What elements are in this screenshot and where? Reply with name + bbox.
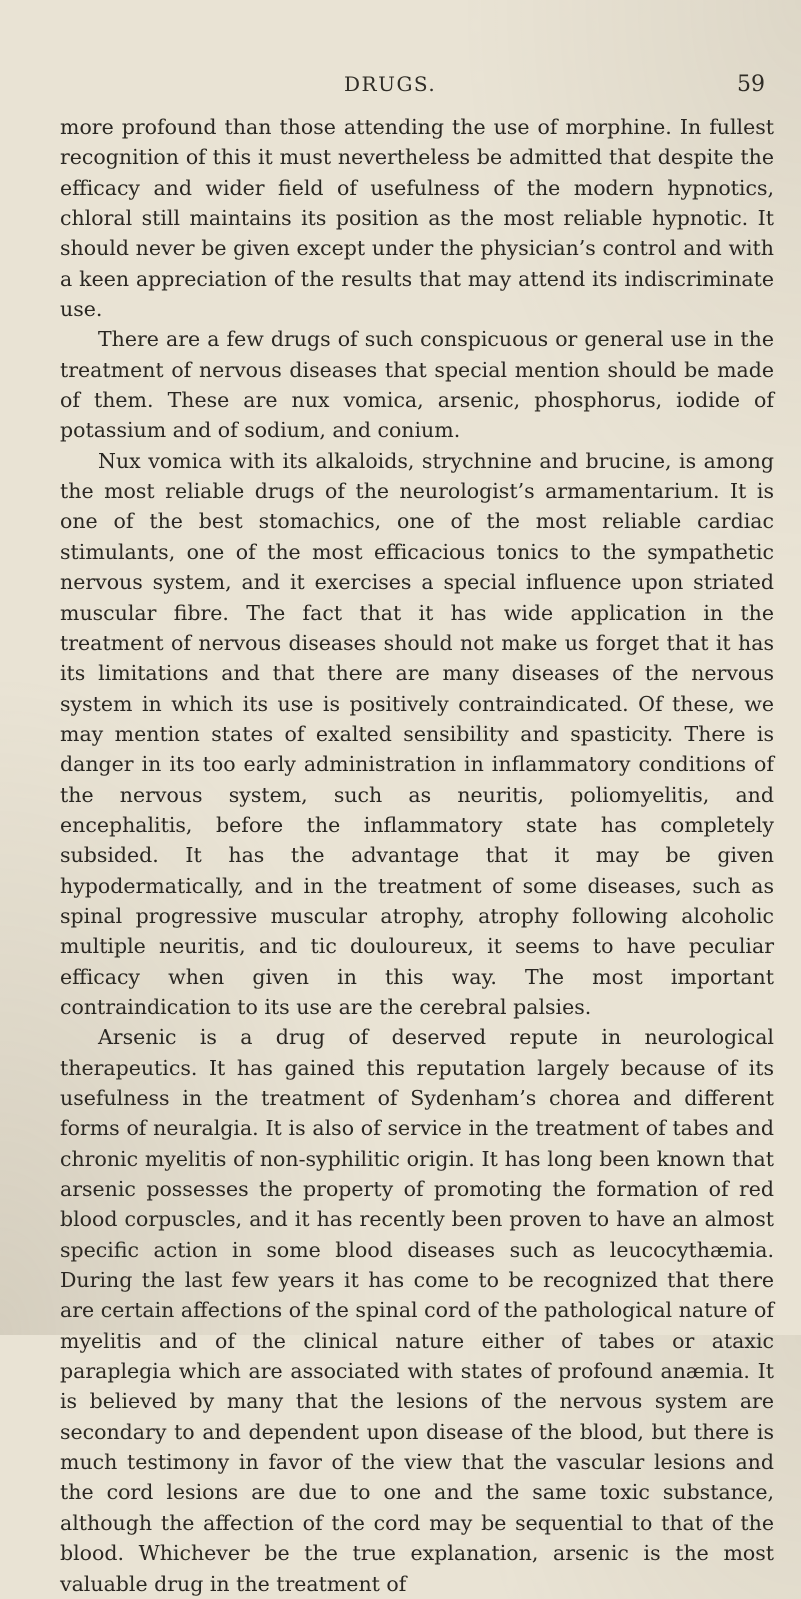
body-text [60, 112, 774, 1599]
paragraph-nux-vomica: Nux vomica with its alkaloids, strychnine and brucine, is among the most reliable drugs of the neurologist’s armamentarium. It is one of the best stomachics, one of the most reliable cardiac stimulants, one of the most efficacious tonics to the sympathetic nervous system, and it exercises a special influence upon striated muscular fibre. The fact that it has wide application in the treatment of nervous diseases should not make us forget that it has its limitations and that there are many diseases of the nervous system in which its use is positively contraindicated. Of these, we may mention states of exalted sensibility and spasticity. There is danger in its too early administration in inflammatory conditions of the nervous system, such as neuritis, poliomyelitis, and encephalitis, before the inflammatory state has completely subsided. It has the advantage that it may be given hypodermatically, and in the treatment of some diseases, such as spinal progressive muscular atrophy, atrophy following alcoholic multiple neuritis, and tic douloureux, it seems to have peculiar efficacy when given in this way. The most important contraindication to its use are the cerebral palsies. [60, 448, 774, 1019]
paragraph-continued: more profound than those attending the use of morphine. In fullest recognition of this it must nevertheless be admitted that despite the efficacy and wider field of usefulness of the modern hypnotics, chloral still maintains its position as the most reliable hypnotic. It should never be given except under the physician’s control and with a keen appreciation of the results that may attend its indiscriminate use. [60, 115, 774, 322]
page-number: 59 [737, 72, 765, 97]
paragraph-drugs-intro: There are a few drugs of such conspicuous or general use in the treatment of nervous diseases that special mention should be made of them. These are nux vomica, arsenic, phosphorus, iodide of potassium and of sodium, and conium. [60, 327, 774, 443]
running-title: DRUGS. [344, 72, 437, 96]
running-head [0, 72, 801, 102]
paragraph-arsenic: Arsenic is a drug of deserved repute in neurological therapeutics. It has gained this reputation largely because of its usefulness in the treatment of Sydenham’s chorea and different forms of neuralgia. It is also of service in the treatment of tabes and chronic myelitis of non-syphilitic origin. It has long been known that arsenic possesses the property of promoting the formation of red blood corpuscles, and it has recently been proven to have an almost specific action in some blood diseases such as leucocythæmia. During the last few years it has come to be recognized that there are certain affections of the spinal cord of the pathological nature of myelitis and of the clinical nature either of tabes or ataxic paraplegia which are associated with states of profound anæmia. It is believed by many that the lesions of the nervous system are secondary to and dependent upon disease of the blood, but there is much testimony in favor of the view that the vascular lesions and the cord lesions are due to one and the same toxic substance, although the affection of the cord may be sequential to that of the blood. Whichever be the true explanation, arsenic is the most valuable drug in the treatment of [60, 1025, 774, 1596]
